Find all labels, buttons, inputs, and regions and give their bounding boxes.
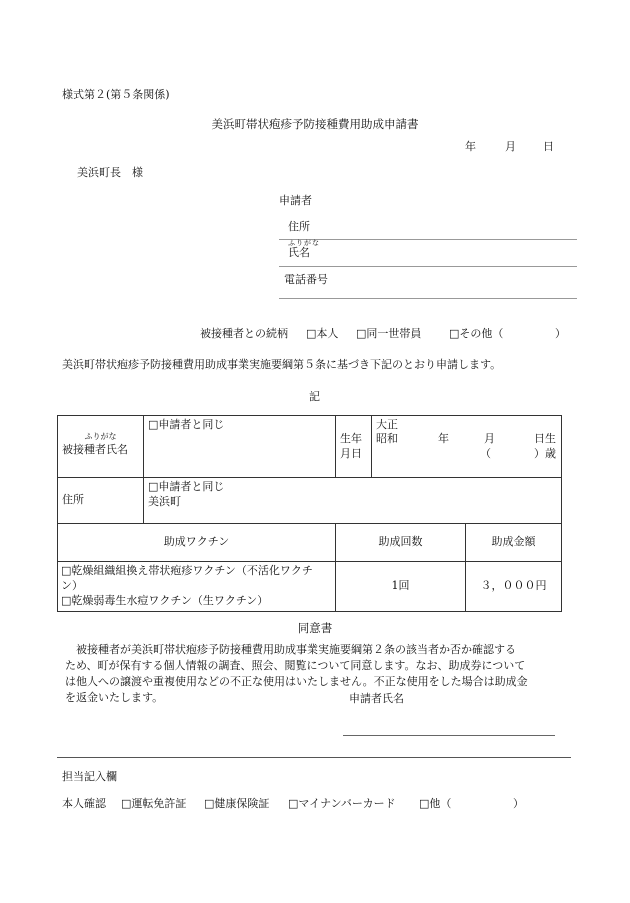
id-health-insurance-checkbox[interactable]: □健康保険証 bbox=[204, 797, 270, 810]
addressee: 美浜町長 様 bbox=[77, 166, 143, 179]
subject-name-input-cell[interactable] bbox=[144, 416, 336, 478]
subject-name-label-cell bbox=[58, 416, 144, 478]
count-value: 1回 bbox=[336, 562, 466, 612]
id-check-label: 本人確認 bbox=[62, 797, 106, 810]
count-header: 助成回数 bbox=[336, 524, 466, 562]
section-divider bbox=[57, 757, 571, 758]
consent-line-4: を返金いたします。 bbox=[65, 691, 164, 704]
consent-signature-label: 申請者氏名 bbox=[349, 692, 404, 705]
application-statement: 美浜町帯状疱疹予防接種費用助成事業実施要綱第５条に基づき下記のとおり申請します。 bbox=[62, 358, 502, 371]
applicant-address-line[interactable] bbox=[279, 239, 577, 240]
era-showa[interactable]: 昭和 bbox=[376, 432, 398, 445]
era-taisho[interactable]: 大正 bbox=[376, 418, 398, 431]
consent-signature-line[interactable] bbox=[343, 735, 555, 736]
amount-header: 助成金額 bbox=[466, 524, 562, 562]
consent-line-2: ため、町が保有する個人情報の調査、照会、閲覧について同意します。なお、助成券について bbox=[65, 659, 526, 672]
address-same-as-applicant-checkbox[interactable]: □申請者と同じ bbox=[148, 480, 225, 493]
consent-body bbox=[65, 642, 565, 706]
id-other-close: ） bbox=[513, 797, 524, 810]
relationship-self-checkbox[interactable]: □本人 bbox=[306, 327, 339, 340]
applicant-name-text: 氏名 bbox=[288, 246, 310, 259]
subject-same-as-applicant-checkbox[interactable]: □申請者と同じ bbox=[148, 418, 225, 431]
birth-day-label: 日生 bbox=[534, 432, 556, 445]
consent-title: 同意書 bbox=[297, 621, 333, 635]
vaccine-live-checkbox[interactable]: □乾燥弱毒生水痘ワクチン（生ワクチン） bbox=[61, 593, 269, 607]
applicant-section-label: 申請者 bbox=[279, 194, 312, 207]
form-number: 様式第２(第５条関係) bbox=[62, 88, 170, 101]
date-year-label: 年 bbox=[465, 140, 476, 153]
id-drivers-license-checkbox[interactable]: □運転免許証 bbox=[121, 797, 187, 810]
address-town: 美浜町 bbox=[148, 494, 181, 508]
applicant-phone-label: 電話番号 bbox=[284, 273, 328, 286]
consent-line-3: は他人への譲渡や重複使用などの不正な使用はいたしません。不正な使用をした場合は助成金 bbox=[65, 675, 528, 688]
age-close: ）歳 bbox=[534, 447, 556, 460]
applicant-address-label: 住所 bbox=[288, 220, 310, 233]
birth-year-label: 年 bbox=[438, 432, 449, 445]
date-day-label: 日 bbox=[543, 140, 554, 153]
subject-name-furigana: ふりがな bbox=[84, 432, 117, 441]
subject-name-label: 被接種者氏名 bbox=[62, 442, 128, 456]
vaccine-header: 助成ワクチン bbox=[58, 524, 336, 562]
applicant-phone-line[interactable] bbox=[279, 298, 577, 299]
relationship-other-close: ） bbox=[555, 327, 566, 340]
applicant-name-ruby: ふりがな bbox=[288, 239, 320, 247]
birthdate-label-1: 生年 bbox=[340, 431, 362, 445]
consent-line-1: 被接種者が美浜町帯状疱疹予防接種費用助成事業実施要綱第２条の該当者か否か確認する bbox=[65, 643, 516, 656]
date-month-label: 月 bbox=[505, 140, 516, 153]
vaccine-recombinant-checkbox[interactable]: □乾燥組織組換え帯状疱疹ワクチン（不活化ワクチン） bbox=[61, 564, 313, 592]
id-mynumber-checkbox[interactable]: □マイナンバーカード bbox=[288, 797, 396, 810]
id-other-checkbox[interactable]: □他（ bbox=[419, 797, 452, 810]
subject-address-input-cell[interactable] bbox=[144, 478, 562, 524]
birth-month-label: 月 bbox=[484, 432, 495, 445]
subject-address-label-cell bbox=[58, 478, 144, 524]
subject-address-label: 住所 bbox=[62, 493, 84, 507]
applicant-name-line[interactable] bbox=[279, 266, 577, 267]
applicant-name-label bbox=[288, 239, 320, 261]
birthdate-input-cell[interactable] bbox=[372, 416, 562, 478]
ki-heading: 記 bbox=[309, 390, 320, 403]
application-table bbox=[57, 415, 562, 612]
staff-section-label: 担当記入欄 bbox=[62, 770, 117, 783]
amount-value: ３，０００円 bbox=[466, 562, 562, 612]
age-open: （ bbox=[480, 447, 491, 460]
relationship-household-checkbox[interactable]: □同一世帯員 bbox=[356, 327, 422, 340]
relationship-other-checkbox[interactable]: □その他（ bbox=[449, 327, 504, 340]
birthdate-label-2: 月日 bbox=[340, 446, 362, 460]
relationship-label: 被接種者との続柄 bbox=[200, 327, 288, 340]
vaccine-options-cell bbox=[58, 562, 336, 612]
page-title: 美浜町帯状疱疹予防接種費用助成申請書 bbox=[211, 117, 419, 131]
birthdate-label-cell bbox=[336, 416, 372, 478]
